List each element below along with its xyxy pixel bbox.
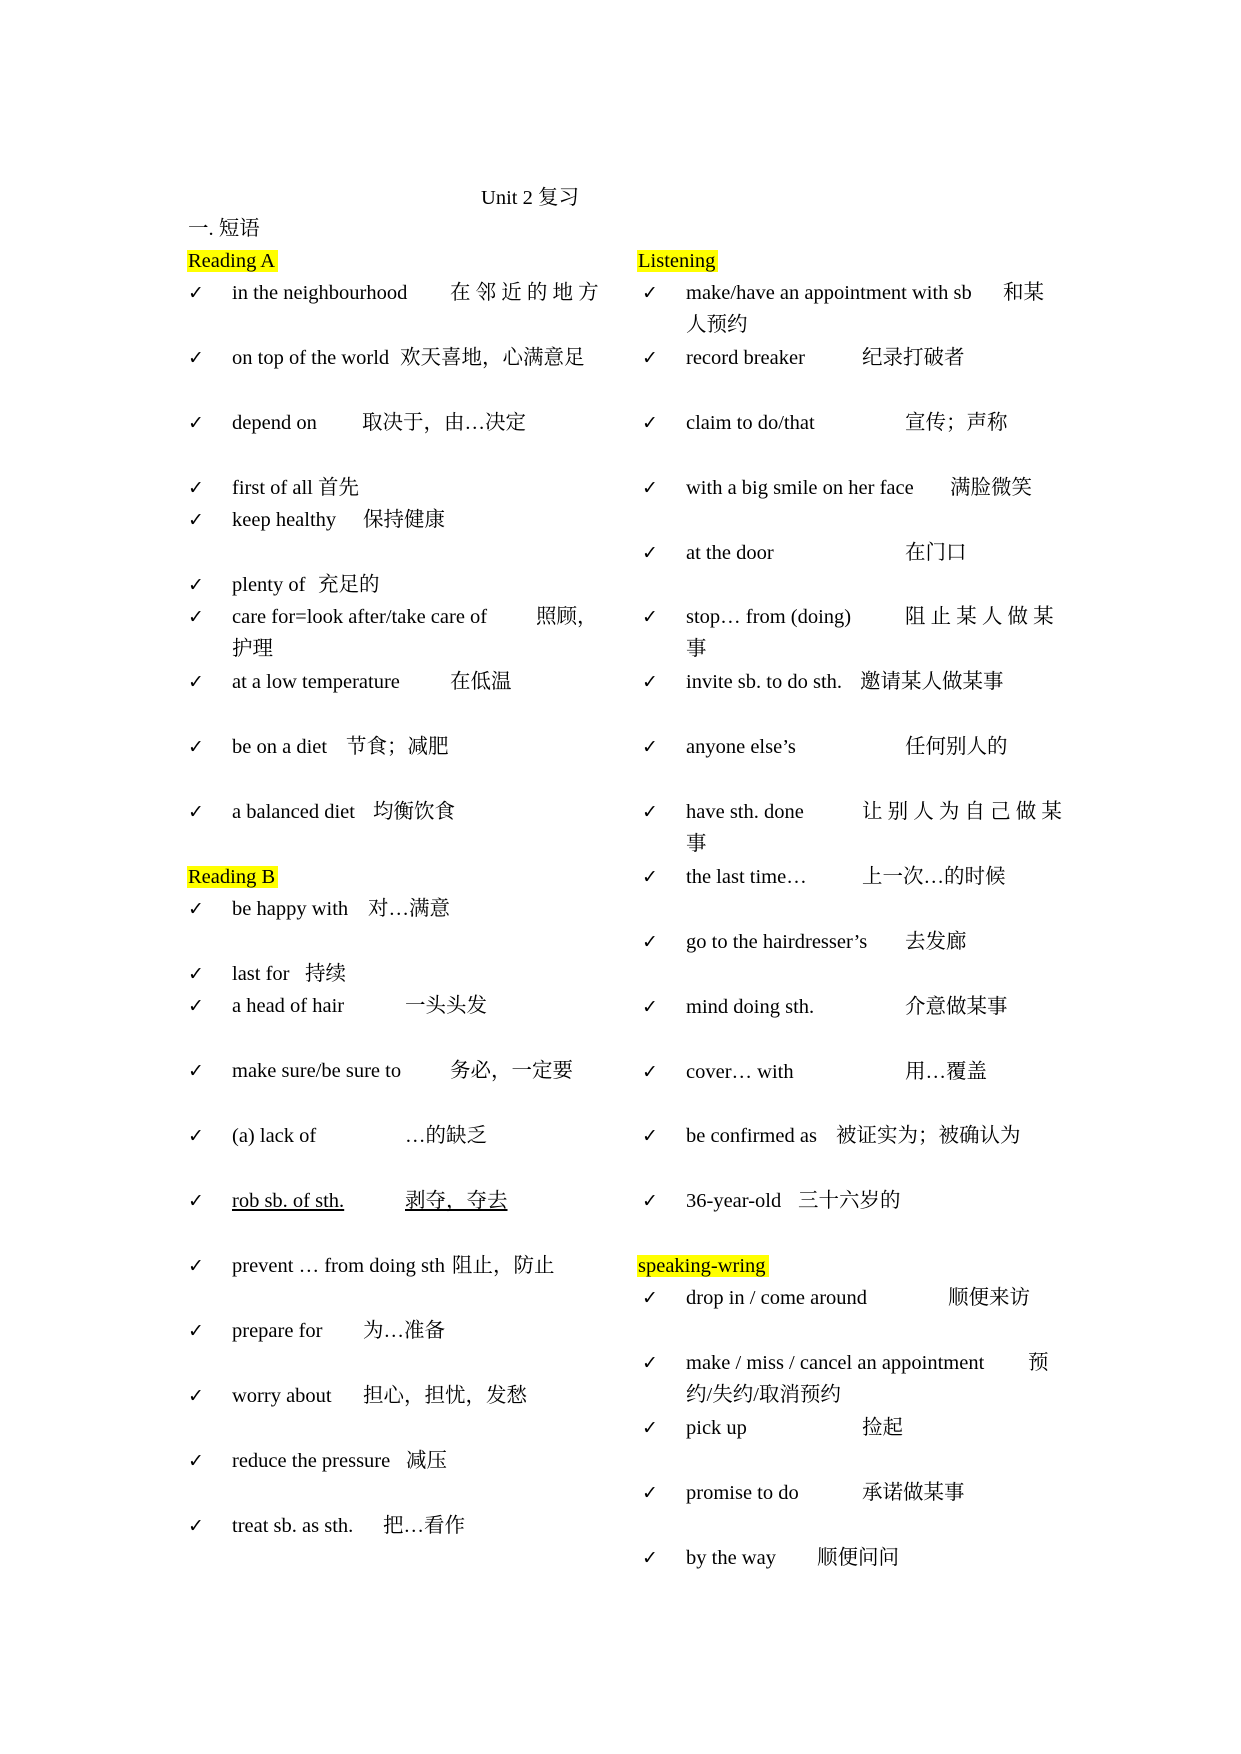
checkmark-icon: ✓ — [188, 995, 204, 1017]
phrase-chinese: 介意做某事 — [905, 996, 1008, 1018]
checkmark-icon: ✓ — [642, 801, 658, 823]
checkmark-icon: ✓ — [642, 1125, 658, 1147]
checkmark-icon: ✓ — [188, 898, 204, 920]
phrase-english: go to the hairdresser’s — [686, 931, 868, 953]
checkmark-icon: ✓ — [642, 282, 658, 304]
phrase-english: at a low temperature — [232, 671, 400, 693]
phrase-english: record breaker — [686, 347, 805, 369]
checkmark-icon: ✓ — [188, 1125, 204, 1147]
phrase-english: a head of hair — [232, 995, 345, 1017]
phrase-english: be on a diet — [232, 736, 328, 758]
phrase-english: pick up — [686, 1417, 747, 1439]
checkmark-icon: ✓ — [188, 1320, 204, 1342]
phrase-english: (a) lack of — [232, 1125, 317, 1147]
phrase-english: have sth. done — [686, 801, 804, 823]
phrase-chinese: 充足的 — [318, 574, 380, 596]
phrase-english: stop… from (doing) — [686, 606, 852, 628]
checkmark-icon: ✓ — [188, 509, 204, 531]
checkmark-icon: ✓ — [188, 477, 204, 499]
phrase-chinese: 在 邻 近 的 地 方 — [450, 282, 599, 304]
phrase-english: the last time… — [686, 866, 807, 888]
checkmark-icon: ✓ — [188, 1515, 204, 1537]
phrase-chinese-continuation: 人预约 — [686, 314, 748, 336]
phrase-english: make sure/be sure to — [232, 1060, 402, 1082]
checkmark-icon: ✓ — [188, 412, 204, 434]
checkmark-icon: ✓ — [642, 671, 658, 693]
phrase-chinese: 承诺做某事 — [862, 1482, 965, 1504]
checkmark-icon: ✓ — [642, 931, 658, 953]
phrase-english: first of all — [232, 477, 313, 499]
checkmark-icon: ✓ — [642, 412, 658, 434]
phrase-english: a balanced diet — [232, 801, 355, 823]
phrase-chinese: 任何别人的 — [905, 736, 1008, 758]
checkmark-icon: ✓ — [642, 347, 658, 369]
phrase-chinese-continuation: 事 — [686, 638, 707, 660]
phrase-english: with a big smile on her face — [686, 477, 914, 499]
phrase-english: 36-year-old — [686, 1190, 782, 1212]
phrase-english: make / miss / cancel an appointment — [686, 1352, 985, 1374]
phrase-chinese: 和某 — [1003, 282, 1044, 304]
phrase-english: anyone else’s — [686, 736, 796, 758]
phrase-chinese-continuation: 事 — [686, 833, 707, 855]
phrase-english: care for=look after/take care of — [232, 606, 488, 628]
checkmark-icon: ✓ — [188, 1385, 204, 1407]
checkmark-icon: ✓ — [188, 282, 204, 304]
phrase-chinese: 为…准备 — [363, 1320, 445, 1342]
phrase-english: rob sb. of sth. — [232, 1190, 345, 1212]
phrase-english: be happy with — [232, 898, 349, 920]
phrase-chinese: 把…看作 — [383, 1515, 465, 1537]
phrase-chinese: 在门口 — [905, 542, 967, 564]
page-title: Unit 2 复习 — [481, 187, 579, 209]
section-heading: 一. 短语 — [188, 218, 260, 240]
phrase-chinese: 均衡饮食 — [373, 801, 455, 823]
checkmark-icon: ✓ — [188, 1190, 204, 1212]
phrase-chinese: 节食；减肥 — [346, 736, 449, 758]
phrase-chinese: 阻止，防止 — [452, 1255, 555, 1277]
speaking-writing-label: speaking-wring — [637, 1255, 769, 1277]
phrase-english: treat sb. as sth. — [232, 1515, 354, 1537]
phrase-english: be confirmed as — [686, 1125, 817, 1147]
phrase-english: at the door — [686, 542, 774, 564]
phrase-chinese: 欢天喜地，心满意足 — [400, 347, 585, 369]
phrase-chinese: 务必，一定要 — [450, 1060, 573, 1082]
phrase-chinese: 去发廊 — [905, 931, 967, 953]
phrase-english: depend on — [232, 412, 317, 434]
phrase-chinese: 减压 — [406, 1450, 447, 1472]
phrase-english: invite sb. to do sth. — [686, 671, 843, 693]
phrase-chinese: 照顾， — [536, 606, 598, 628]
checkmark-icon: ✓ — [188, 671, 204, 693]
phrase-chinese: 持续 — [305, 963, 346, 985]
phrase-chinese: 顺便问问 — [817, 1547, 899, 1569]
checkmark-icon: ✓ — [642, 866, 658, 888]
phrase-chinese: 担心，担忧，发愁 — [363, 1385, 527, 1407]
checkmark-icon: ✓ — [642, 1417, 658, 1439]
phrase-chinese: 被证实为；被确认为 — [836, 1125, 1021, 1147]
checkmark-icon: ✓ — [642, 542, 658, 564]
phrase-english: prepare for — [232, 1320, 323, 1342]
phrase-english: on top of the world — [232, 347, 390, 369]
phrase-chinese: 首先 — [318, 477, 359, 499]
phrase-english: by the way — [686, 1547, 776, 1569]
checkmark-icon: ✓ — [642, 996, 658, 1018]
checkmark-icon: ✓ — [188, 574, 204, 596]
checkmark-icon: ✓ — [642, 1190, 658, 1212]
checkmark-icon: ✓ — [188, 606, 204, 628]
phrase-english: drop in / come around — [686, 1287, 868, 1309]
phrase-chinese: 让 别 人 为 自 己 做 某 — [862, 801, 1062, 823]
phrase-chinese: 满脸微笑 — [950, 477, 1032, 499]
checkmark-icon: ✓ — [642, 1547, 658, 1569]
phrase-chinese-continuation: 约/失约/取消预约 — [686, 1384, 841, 1406]
phrase-chinese: 上一次…的时候 — [862, 866, 1006, 888]
phrase-english: promise to do — [686, 1482, 799, 1504]
checkmark-icon: ✓ — [642, 477, 658, 499]
phrase-english: make/have an appointment with sb — [686, 282, 972, 304]
phrase-chinese: 一头头发 — [405, 995, 487, 1017]
phrase-chinese: 用…覆盖 — [905, 1061, 987, 1083]
phrase-english: cover… with — [686, 1061, 794, 1083]
phrase-english: plenty of — [232, 574, 306, 596]
phrase-chinese: 捡起 — [862, 1417, 903, 1439]
phrase-english: worry about — [232, 1385, 332, 1407]
checkmark-icon: ✓ — [642, 1352, 658, 1374]
phrase-english: claim to do/that — [686, 412, 815, 434]
phrase-chinese: 对…满意 — [368, 898, 450, 920]
checkmark-icon: ✓ — [642, 1061, 658, 1083]
checkmark-icon: ✓ — [642, 606, 658, 628]
listening-label: Listening — [637, 250, 718, 272]
phrase-chinese: 宣传；声称 — [905, 412, 1008, 434]
phrase-english: reduce the pressure — [232, 1450, 391, 1472]
reading-b-label: Reading B — [187, 866, 278, 888]
checkmark-icon: ✓ — [642, 1287, 658, 1309]
phrase-chinese: 在低温 — [450, 671, 512, 693]
phrase-chinese-continuation: 护理 — [232, 638, 273, 660]
reading-a-label: Reading A — [187, 250, 278, 272]
checkmark-icon: ✓ — [188, 347, 204, 369]
checkmark-icon: ✓ — [188, 1255, 204, 1277]
phrase-english: prevent … from doing sth — [232, 1255, 445, 1277]
phrase-chinese: 保持健康 — [363, 509, 445, 531]
checkmark-icon: ✓ — [642, 736, 658, 758]
checkmark-icon: ✓ — [188, 736, 204, 758]
phrase-chinese: 剥夺，夺去 — [405, 1190, 508, 1212]
checkmark-icon: ✓ — [188, 801, 204, 823]
phrase-chinese: 取决于，由…决定 — [362, 412, 526, 434]
phrase-english: mind doing sth. — [686, 996, 815, 1018]
phrase-chinese: 阻 止 某 人 做 某 — [905, 606, 1054, 628]
phrase-chinese: 三十六岁的 — [798, 1190, 901, 1212]
checkmark-icon: ✓ — [188, 963, 204, 985]
phrase-english: last for — [232, 963, 290, 985]
phrase-chinese: …的缺乏 — [405, 1125, 487, 1147]
phrase-chinese: 邀请某人做某事 — [860, 671, 1004, 693]
phrase-chinese: 预 — [1028, 1352, 1049, 1374]
phrase-english: in the neighbourhood — [232, 282, 408, 304]
phrase-chinese: 纪录打破者 — [862, 347, 965, 369]
phrase-english: keep healthy — [232, 509, 337, 531]
phrase-chinese: 顺便来访 — [948, 1287, 1030, 1309]
checkmark-icon: ✓ — [188, 1060, 204, 1082]
checkmark-icon: ✓ — [642, 1482, 658, 1504]
checkmark-icon: ✓ — [188, 1450, 204, 1472]
